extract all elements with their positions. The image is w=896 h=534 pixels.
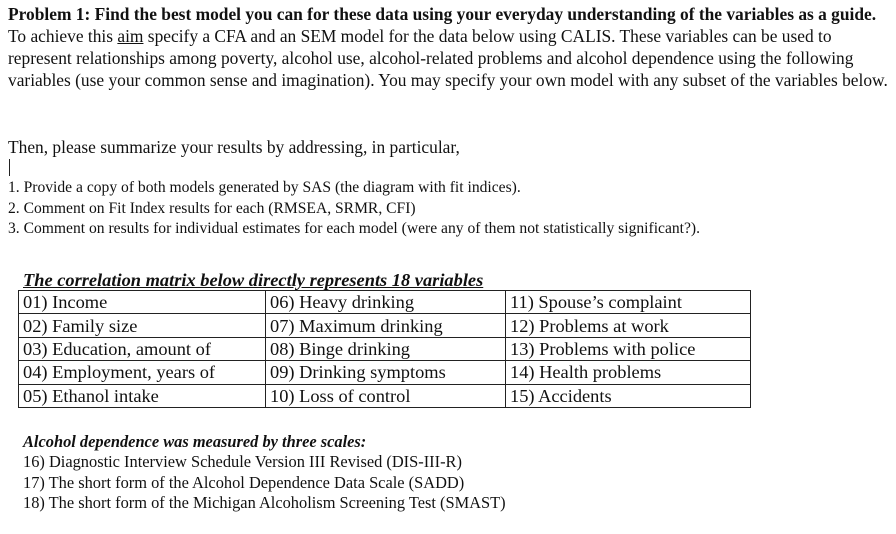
table-cell: 11) Spouse’s complaint [506,291,751,314]
dependence-list [23,452,506,514]
table-cell: 08) Binge drinking [266,337,506,360]
summary-intro: Then, please summarize your results by addressing, in particular, [8,137,460,157]
task-list [8,178,700,240]
table-row [19,337,751,360]
list-item: 18) The short form of the Michigan Alcoholism Screening Test (SMAST) [23,493,506,512]
table-row [19,291,751,314]
variables-table [18,290,751,408]
table-cell: 01) Income [19,291,266,314]
task-item: 2. Comment on Fit Index results for each (RMSEA, SRMR, CFI) [8,199,416,217]
aim-word: aim [117,26,144,46]
problem-text-before-aim: To achieve this [8,26,118,46]
table-cell: 14) Health problems [506,361,751,384]
problem-heading: Problem 1: Find the best model you can for these data using your everyday understanding of the variables as a guide. [8,4,877,24]
table-cell: 06) Heavy drinking [266,291,506,314]
table-cell: 10) Loss of control [266,384,506,407]
table-row [19,384,751,407]
table-cell: 07) Maximum drinking [266,314,506,337]
problem-statement [8,3,888,91]
table-cell: 05) Ethanol intake [19,384,266,407]
task-item: 1. Provide a copy of both models generated by SAS (the diagram with fit indices). [8,179,521,196]
text-cursor [9,159,10,176]
list-item: 16) Diagnostic Interview Schedule Version III Revised (DIS-III-R) [23,452,462,471]
table-row [19,361,751,384]
dependence-section [23,432,506,514]
table-cell: 12) Problems at work [506,314,751,337]
table-row [19,314,751,337]
table-cell: 13) Problems with police [506,337,751,360]
task-item: 3. Comment on results for individual estimates for each model (were any of them not statistically significant?). [8,220,701,237]
dependence-title: Alcohol dependence was measured by three scales: [23,432,367,451]
list-item: 17) The short form of the Alcohol Dependence Data Scale (SADD) [23,472,465,492]
table-cell: 04) Employment, years of [19,361,266,384]
table-cell: 15) Accidents [506,384,751,407]
table-title: The correlation matrix below directly represents 18 variables [23,270,484,290]
table-cell: 02) Family size [19,314,266,337]
variables-table-section [18,270,751,408]
problem-text-after-aim: specify a CFA and an SEM model for the data below using CALIS. These variables can be used to represent relationships among poverty, alcohol use, alcohol-related problems and alcohol dependence using the following variables (use your common sense and imagination). You may specify your own model with any subset of the variables below. [8,26,888,90]
table-cell: 09) Drinking symptoms [266,361,506,384]
table-cell: 03) Education, amount of [19,337,266,360]
